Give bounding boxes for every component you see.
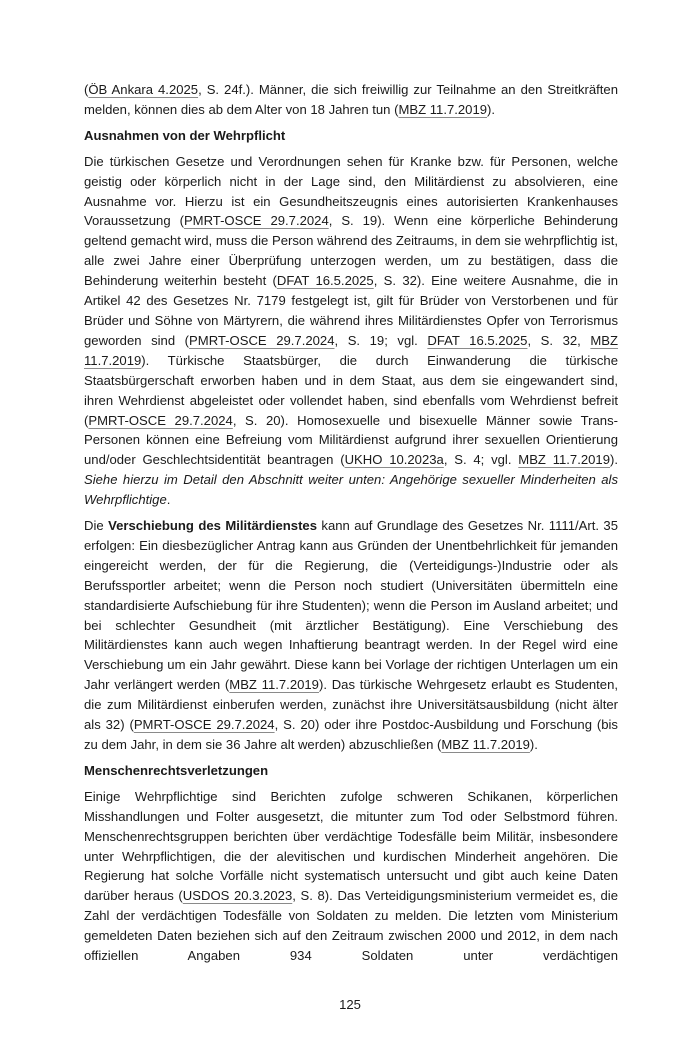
- section-heading: Menschenrechtsverletzungen: [84, 762, 269, 778]
- source-link[interactable]: MBZ 11.7.2019: [518, 452, 610, 468]
- source-link[interactable]: USDOS 20.3.2023: [182, 888, 293, 904]
- text-run: , S. 8). Das Verteidigungsministerium vermeidet es, die Zahl der verdächtigen Todesfälle von Soldaten zu melden. Die letzten vom Ministerium gemeldeten Daten beziehen sich auf den Zeitraum zwischen 2000 und 2012, in dem nach offiziellen Angaben 934 Soldaten unter verdächtigen: [84, 888, 618, 964]
- source-link[interactable]: PMRT-OSCE 29.7.2024: [133, 717, 275, 733]
- source-link[interactable]: PMRT-OSCE 29.7.2024: [189, 332, 335, 348]
- paragraph: [84, 787, 618, 966]
- text-run: Die: [84, 518, 109, 534]
- source-link[interactable]: PMRT-OSCE 29.7.2024: [88, 412, 233, 428]
- paragraph: [84, 516, 618, 755]
- text-run: , S. 24f.). Männer, die sich freiwillig zur Teilnahme an den Streitkräften melden, können dies ab dem Alter von 18 Jahren tun (: [84, 82, 618, 117]
- source-link[interactable]: PMRT-OSCE 29.7.2024: [183, 213, 329, 229]
- bold-text: Verschiebung des Militärdienstes: [108, 518, 317, 534]
- source-link[interactable]: DFAT 16.5.2025: [276, 273, 374, 289]
- source-link[interactable]: UKHO 10.2023a: [344, 452, 444, 468]
- source-link[interactable]: MBZ 11.7.2019: [441, 737, 530, 752]
- text-run: .: [166, 492, 171, 508]
- text-run: Einige Wehrpflichtige sind Berichten zufolge schweren Schikanen, körperlichen Misshandlungen und Folter ausgesetzt, die mitunter zum Tod oder Selbstmord führen. Menschenrechtsgruppen berichten über verdächtige Todesfälle beim Militär, insbesondere unter Wehrpflichtigen, die der alevitischen und kurdischen Minderheit angehören. Die Regierung hat solche Vorfälle nicht systematisch untersucht und gibt auch keine Daten darüber heraus (: [84, 788, 618, 904]
- text-run: ). Türkische Staatsbürger, die durch Einwanderung die türkische Staatsbürgerschaft erworben haben und in dem Staat, aus dem sie eingewandert sind, ihren Wehrdienst abgeleistet oder vollendet haben, sind ebenfalls vom Wehrdienst befreit (: [84, 352, 618, 428]
- text-run: kann auf Grundlage des Gesetzes Nr. 1111/Art. 35 erfolgen: Ein diesbezüglicher Antrag kann aus Gründen der Unentbehrlichkeit für jemanden eingereicht werden, der für die Regierung, die (Verteidigungs-)Industrie oder als Berufssportler arbeitet; wenn die Person noch studiert (Universitäten übermitteln eine standardisierte Aufschiebung für ihre Studenten); wenn die Person im Ausland arbeitet; und bei schlechter Gesundheit (mit ärztlicher Bestätigung). Eine Verschiebung des Militärdienstes kann auch wegen Inhaftierung beantragt werden. In der Regel wird eine Verschiebung um ein Jahr gewährt. Diese kann bei Vorlage der richtigen Unterlagen um ein Jahr verlängert werden (: [84, 518, 618, 693]
- section-heading: Ausnahmen von der Wehrpflicht: [84, 127, 286, 143]
- text-run: , S. 20) oder ihre Postdoc-Ausbildung und Forschung (bis zu dem Jahr, in dem sie 36 Jahre alt werden) abzuschließen (: [84, 717, 618, 752]
- text-run: , S. 4; vgl.: [443, 452, 519, 468]
- text-run: (: [84, 82, 89, 97]
- text-run: , S. 20). Homosexuelle und bisexuelle Männer sowie Trans-Personen können eine Befreiung vom Militärdienst aufgrund ihrer sexuellen Orientierung und/oder Geschlechtsidentität beantragen (: [84, 412, 618, 468]
- text-run: ).: [529, 737, 538, 752]
- text-run: , S. 19; vgl.: [334, 332, 428, 348]
- text-run: ). Das türkische Wehrgesetz erlaubt es Studenten, die zum Militärdienst einberufen werden, zunächst ihre Universitätsausbildung (nicht älter als 32) (: [84, 677, 619, 733]
- document-body: [84, 80, 618, 972]
- source-link[interactable]: MBZ 11.7.2019: [84, 332, 619, 368]
- italic-note: Siehe hierzu im Detail den Abschnitt weiter unten: Angehörige sexueller Minderheiten als Wehrpflichtige: [84, 472, 618, 508]
- paragraph: [84, 152, 618, 510]
- source-link[interactable]: MBZ 11.7.2019: [398, 101, 488, 117]
- text-run: , S. 19). Wenn eine körperliche Behinderung geltend gemacht wird, muss die Person während des Zeitraums, in dem sie wehrpflichtig ist, alle zwei Jahre einer Überprüfung unterzogen werden, um zu bestätigen, dass die Behinderung weiterhin besteht (: [84, 213, 618, 289]
- text-run: , S. 32). Eine weitere Ausnahme, die in Artikel 42 des Gesetzes Nr. 7179 festgelegt ist, gilt für Brüder von Verstorbenen und für Brüder und Söhne von Märtyrern, die während ihres Militärdienstes Opfer von Terrorismus geworden sind (: [84, 273, 618, 348]
- source-link[interactable]: DFAT 16.5.2025: [427, 332, 528, 348]
- text-run: ).: [487, 101, 496, 117]
- paragraph: [84, 80, 618, 120]
- text-run: , S. 32,: [527, 332, 591, 348]
- text-run: ).: [610, 452, 618, 468]
- source-link[interactable]: ÖB Ankara 4.2025: [88, 82, 199, 97]
- page-number: 125: [339, 996, 361, 1012]
- text-run: Die türkischen Gesetze und Verordnungen sehen für Kranke bzw. für Personen, welche geistig oder körperlich nicht in der Lage sind, den Militärdienst zu absolvieren, eine Ausnahme vor. Hierzu ist ein Gesundheitszeugnis eines autorisierten Krankenhauses Voraussetzung (: [84, 153, 618, 229]
- source-link[interactable]: MBZ 11.7.2019: [229, 677, 319, 693]
